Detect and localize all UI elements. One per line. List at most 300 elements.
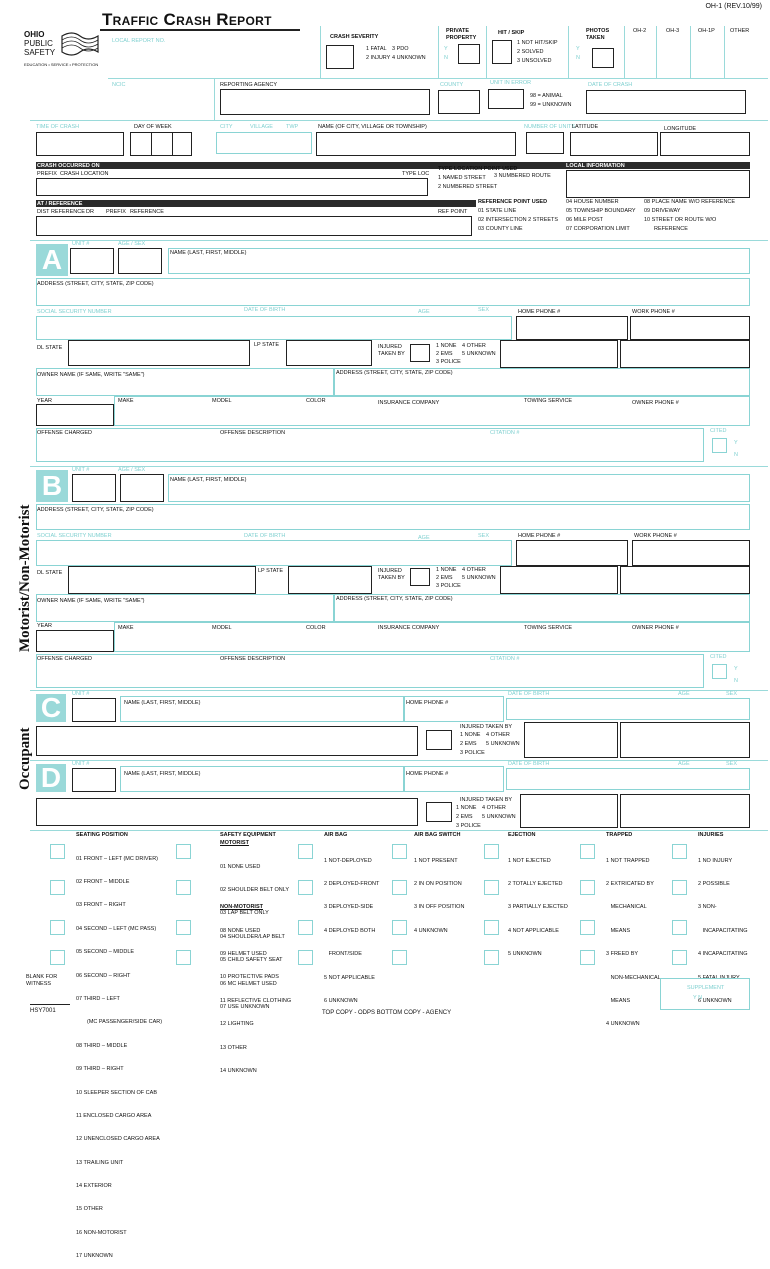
b-dl-state-label: DL STATE (37, 570, 63, 576)
c-home-phone-label: HOME PHONE # (406, 700, 449, 706)
c-itt-field[interactable] (620, 722, 750, 758)
airbag-3: 3 DEPLOYED-SIDE (324, 904, 374, 911)
a-home-phone-field[interactable] (516, 316, 628, 340)
sep9 (214, 78, 215, 120)
injury-box-d[interactable] (672, 950, 687, 965)
unit-a-badge: A (36, 244, 68, 276)
safety-motorist-title: MOTORIST (220, 840, 249, 846)
injury-6: 6 UNKNOWN (698, 997, 732, 1004)
b-itt-field[interactable] (620, 566, 750, 594)
b-towing-label: TOWING SERVICE (524, 625, 573, 631)
a-address-label: ADDRESS (STREET, CITY, STATE, ZIP CODE) (37, 281, 154, 287)
a-address-field[interactable] (36, 278, 750, 306)
b-itb-4: 4 OTHER (462, 567, 486, 573)
trapped-2: 2 EXTRICATED BY (606, 880, 654, 887)
reference-bar (36, 200, 476, 207)
a-name-label: NAME (LAST, FIRST, MIDDLE) (170, 250, 247, 256)
a-offense-fields[interactable] (36, 428, 704, 462)
rp-02: 02 INTERSECTION 2 STREETS (478, 217, 559, 223)
unit-b-badge: B (36, 470, 68, 502)
safety-10: 10 PROTECTIVE PADS (220, 974, 279, 981)
latitude-field[interactable] (570, 132, 658, 156)
supplement-opts: Y N (693, 995, 703, 1001)
c-home-phone-field[interactable] (404, 696, 504, 722)
dow-div2 (172, 132, 173, 156)
photo-n: N (576, 55, 580, 61)
trapped-box-b[interactable] (580, 880, 595, 895)
b-make-label: MAKE (118, 625, 134, 631)
prefix-label: PREFIX (37, 171, 57, 177)
seat-07b: (MC PASSENGER/SIDE CAR) (87, 1019, 163, 1026)
prefix2-label: PREFIX (106, 209, 126, 215)
injury-3b: INCAPACITATING (698, 927, 748, 934)
safety-box-d[interactable] (176, 950, 191, 965)
injury-1: 1 NO INJURY (698, 857, 733, 864)
rp-10b: REFERENCE (654, 226, 688, 232)
b-name-field[interactable] (168, 474, 750, 502)
name-city-field[interactable] (316, 132, 516, 156)
b-owner-phone-label: OWNER PHONE # (632, 625, 679, 631)
seat-10: 10 SLEEPER SECTION OF CAB (76, 1089, 157, 1096)
a-dl-state-label: DL STATE (37, 345, 63, 351)
seat-05: 05 SECOND – MIDDLE (76, 949, 135, 956)
sep3 (486, 26, 487, 78)
supplement-box[interactable] (660, 978, 750, 1010)
d-itb-1: 1 NONE (456, 805, 477, 811)
switch-box-d[interactable] (392, 950, 407, 965)
seat-16: 16 NON-MOTORIST (76, 1229, 127, 1236)
ncic-label: NCIC (112, 82, 126, 88)
safety-01: 01 NONE USED (220, 863, 261, 870)
a-year-field[interactable] (36, 404, 114, 426)
d-itt-field[interactable] (620, 794, 750, 828)
unit-d-top (30, 760, 768, 761)
reporting-agency-field[interactable] (220, 89, 430, 115)
rule-r2 (30, 120, 768, 121)
b-age-field[interactable] (120, 474, 164, 502)
switch-box-a[interactable] (392, 844, 407, 859)
sev-2: 2 INJURY (366, 55, 391, 61)
tlp-2: 2 NUMBERED STREET (438, 184, 498, 190)
rp-07: 07 CORPORATION LIMIT (566, 226, 630, 232)
rp-10: 10 STREET OR ROUTE W/O (644, 217, 717, 223)
hit-skip-label: HIT / SKIP (498, 30, 525, 36)
ejection-5: 5 UNKNOWN (508, 951, 542, 958)
longitude-field[interactable] (660, 132, 750, 156)
photo-col-oh2: OH-2 (633, 28, 647, 34)
b-year-label: YEAR (37, 623, 52, 629)
photo-col-oh3: OH-3 (666, 28, 680, 34)
seat-11: 11 ENCLOSED CARGO AREA (76, 1112, 152, 1119)
safety-08: 08 NONE USED (220, 927, 261, 934)
airbag-1: 1 NOT-DEPLOYED (324, 857, 372, 864)
trapped-list (606, 842, 661, 1037)
a-owner-field[interactable] (36, 368, 334, 396)
a-transported-field[interactable] (500, 340, 618, 368)
copy-note: TOP COPY - ODPS BOTTOM COPY - AGENCY (322, 1010, 452, 1016)
a-cited-box[interactable] (712, 438, 727, 453)
a-itb-5: 5 UNKNOWN (462, 351, 496, 357)
ejection-title: EJECTION (508, 832, 536, 838)
a-name-field[interactable] (168, 248, 750, 274)
reporting-agency-label: REPORTING AGENCY (220, 82, 278, 88)
safety-box-b[interactable] (176, 880, 191, 895)
seat-14: 14 EXTERIOR (76, 1183, 112, 1190)
rp-09: 09 DRIVEWAY (644, 208, 681, 214)
safety-box-a[interactable] (176, 844, 191, 859)
reference-field[interactable] (36, 216, 472, 236)
rp-08: 08 PLACE NAME W/O REFERENCE (644, 199, 736, 205)
pp-y: Y (444, 46, 448, 52)
severity-box[interactable] (326, 45, 354, 69)
b-cited-label: CITED (710, 654, 727, 660)
safety-05: 05 CHILD SAFETY SEAT (220, 957, 283, 964)
dr-label: DR (86, 209, 94, 215)
form-code: OH-1 (REV.10/99) (705, 3, 762, 10)
unit-in-error-field[interactable] (488, 89, 524, 109)
seating-title: SEATING POSITION (76, 832, 128, 838)
unit-d-badge: D (36, 764, 66, 792)
occupant-side-label: Occupant (17, 727, 33, 790)
photo-col-other: OTHER (730, 28, 750, 34)
rp-01: 01 STATE LINE (478, 208, 517, 214)
c-itb-1: 1 NONE (460, 732, 481, 738)
injury-box-a[interactable] (672, 844, 687, 859)
sep8 (724, 26, 725, 78)
c-address-field[interactable] (36, 726, 418, 756)
a-vehicle-fields[interactable] (114, 396, 750, 426)
blank-for-witness: BLANK FOR WITNESS (26, 974, 58, 987)
latitude-label: LATITUDE (572, 124, 599, 130)
b-work-phone-field[interactable] (632, 540, 750, 566)
b-owner-field[interactable] (36, 594, 334, 622)
private-property-label: PRIVATE PROPERTY (446, 28, 477, 41)
a-dob-label: DATE OF BIRTH (244, 307, 286, 313)
hs-3: 3 UNSOLVED (517, 58, 552, 64)
ohio-logo (24, 30, 104, 70)
ejection-1: 1 NOT EJECTED (508, 857, 551, 864)
date-of-crash-field[interactable] (586, 90, 746, 114)
safety-box-c[interactable] (176, 920, 191, 935)
d-home-phone-field[interactable] (404, 766, 504, 792)
b-year-field[interactable] (36, 630, 114, 652)
trapped-title: TRAPPED (606, 832, 633, 838)
c-itb-box[interactable] (426, 730, 452, 750)
c-itb-label: INJURED TAKEN BY (460, 724, 513, 730)
a-citation-label: CITATION # (490, 430, 520, 436)
seat-box-c[interactable] (50, 920, 65, 935)
longitude-label: LONGITUDE (664, 126, 697, 132)
rpu-label: REFERENCE POINT USED (478, 199, 548, 205)
injury-3: 3 NON- (698, 904, 717, 911)
b-agelbl: AGE (418, 535, 430, 541)
d-name-field[interactable] (120, 766, 404, 792)
ue-98: 98 = ANIMAL (530, 93, 563, 99)
b-itb-box[interactable] (410, 568, 430, 586)
date-of-crash-label: DATE OF CRASH (588, 82, 633, 88)
c-itb-5: 5 UNKNOWN (486, 741, 520, 747)
b-unit-label: UNIT # (72, 467, 90, 473)
injury-2: 2 POSSIBLE (698, 880, 730, 887)
safety-title: SAFETY EQUIPMENT (220, 832, 276, 838)
county-field[interactable] (438, 90, 480, 114)
d-itb-4: 4 OTHER (482, 805, 506, 811)
d-itb-label: INJURED TAKEN BY (460, 797, 513, 803)
airbag-box-a[interactable] (298, 844, 313, 859)
trapped-1: 1 NOT TRAPPED (606, 857, 650, 864)
safety-07: 07 USE UNKNOWN (220, 1003, 270, 1010)
b-cited-y: Y (734, 666, 738, 672)
photos-taken-label: PHOTOS TAKEN (586, 28, 610, 41)
trapped-3c: MEANS (606, 997, 631, 1004)
rp-04: 04 HOUSE NUMBER (566, 199, 619, 205)
safety-11: 11 REFLECTIVE CLOTHING (220, 997, 292, 1004)
seat-08: 08 THIRD – MIDDLE (76, 1042, 128, 1049)
a-age-field[interactable] (118, 248, 162, 274)
time-of-crash-field[interactable] (36, 132, 124, 156)
b-cited-box[interactable] (712, 664, 727, 679)
b-offense-desc-label: OFFENSE DESCRIPTION (220, 656, 286, 662)
a-offense-label: OFFENSE CHARGED (37, 430, 93, 436)
c-itb-2: 2 EMS (460, 741, 477, 747)
b-dob-label: DATE OF BIRTH (244, 533, 286, 539)
seat-box-a[interactable] (50, 844, 65, 859)
a-itt-field[interactable] (620, 340, 750, 368)
trapped-box-d[interactable] (580, 950, 595, 965)
a-owner-addr-label: ADDRESS (STREET, CITY, STATE, ZIP CODE) (336, 370, 453, 376)
d-unit-label: UNIT # (72, 761, 90, 767)
d-dob-label: DATE OF BIRTH (508, 761, 550, 767)
a-work-phone-field[interactable] (630, 316, 750, 340)
local-information-field[interactable] (566, 170, 750, 198)
ejection-2: 2 TOTALLY EJECTED (508, 880, 563, 887)
supplement-label: SUPPLEMENT (687, 985, 725, 991)
a-towing-label: TOWING SERVICE (524, 398, 573, 404)
a-cited-n: N (734, 452, 738, 458)
form-number: HSY7001 (30, 1008, 56, 1014)
b-address-field[interactable] (36, 504, 750, 530)
ejection-box-c[interactable] (484, 920, 499, 935)
b-offense-fields[interactable] (36, 654, 704, 688)
trapped-2c: MEANS (606, 927, 631, 934)
safety-nonmotorist-list (220, 912, 291, 1084)
d-unit-field[interactable] (72, 768, 116, 792)
twp-label: TWP (286, 124, 299, 130)
ejection-box-a[interactable] (484, 844, 499, 859)
number-of-units-field[interactable] (526, 132, 564, 154)
safety-09: 09 HELMET USED (220, 950, 267, 957)
at-reference-label: AT / REFERENCE (37, 201, 83, 207)
sep6 (656, 26, 657, 78)
switch-list (414, 842, 464, 943)
sep5 (624, 26, 625, 78)
type-loc-label: TYPE LOC (402, 171, 430, 177)
b-offense-label: OFFENSE CHARGED (37, 656, 93, 662)
d-dob-fields[interactable] (506, 768, 750, 790)
day-of-week-field[interactable] (130, 132, 192, 156)
b-itb-3: 3 POLICE (436, 583, 461, 589)
airbag-box-b[interactable] (298, 880, 313, 895)
injury-box-b[interactable] (672, 880, 687, 895)
ref-point-label: REF POINT (438, 209, 468, 215)
a-work-phone-label: WORK PHONE # (632, 309, 675, 315)
dist-reference-label: DIST REFERENCE (37, 209, 85, 215)
unit-in-error-label: UNIT IN ERROR (490, 80, 532, 86)
a-home-phone-label: HOME PHONE # (518, 309, 561, 315)
local-information-label: LOCAL INFORMATION (566, 163, 625, 169)
d-name-label: NAME (LAST, FIRST, MIDDLE) (124, 771, 201, 777)
b-ss-label: SOCIAL SECURITY NUMBER (37, 533, 112, 539)
seat-06: 06 SECOND – RIGHT (76, 972, 131, 979)
ejection-list (508, 842, 568, 967)
b-owner-addr-field[interactable] (334, 594, 750, 622)
ejection-4: 4 NOT APPLICABLE (508, 927, 559, 934)
a-model-label: MODEL (212, 398, 232, 404)
footer-rule (30, 1004, 70, 1005)
photo-y: Y (576, 46, 580, 52)
rp-05: 05 TOWNSHIP BOUNDARY (566, 208, 636, 214)
a-itb-box[interactable] (410, 344, 430, 362)
photos-taken-box[interactable] (592, 48, 614, 68)
a-sex-label: SEX (478, 307, 490, 313)
village-label: VILLAGE (250, 124, 273, 130)
switch-box-b[interactable] (392, 880, 407, 895)
b-insurance-label: INSURANCE COMPANY (378, 625, 440, 631)
b-lp-field[interactable] (288, 566, 372, 594)
seat-07: 07 THIRD – LEFT (76, 995, 120, 1002)
a-itb-2: 2 EMS (436, 351, 453, 357)
airbag-5: 5 NOT APPLICABLE (324, 974, 375, 981)
switch-3: 3 IN OFF POSITION (414, 904, 465, 911)
dow-div1 (151, 132, 152, 156)
a-itb-1: 1 NONE (436, 343, 457, 349)
injury-box-c[interactable] (672, 920, 687, 935)
ue-99: 99 = UNKNOWN (530, 102, 572, 108)
a-lp-field[interactable] (286, 340, 372, 366)
trapped-box-a[interactable] (580, 844, 595, 859)
b-vehicle-fields[interactable] (114, 622, 750, 652)
b-itb-5: 5 UNKNOWN (462, 575, 496, 581)
ejection-box-d[interactable] (484, 950, 499, 965)
c-name-field[interactable] (120, 696, 404, 722)
seat-box-b[interactable] (50, 880, 65, 895)
seat-12: 12 UNENCLOSED CARGO AREA (76, 1136, 160, 1143)
seat-09: 09 THIRD – RIGHT (76, 1066, 124, 1073)
trapped-2b: MECHANICAL (606, 904, 647, 911)
crash-location-label: CRASH LOCATION (60, 171, 109, 177)
b-home-phone-label: HOME PHONE # (518, 533, 561, 539)
b-dl-field[interactable] (68, 566, 256, 594)
sev-3: 3 PDO (392, 46, 409, 52)
b-age-label: AGE / SEX (118, 467, 146, 473)
injuries-title: INJURIES (698, 832, 724, 838)
c-name-label: NAME (LAST, FIRST, MIDDLE) (124, 700, 201, 706)
airbag-6: 6 UNKNOWN (324, 997, 358, 1004)
c-dob-label: DATE OF BIRTH (508, 691, 550, 697)
ejection-box-b[interactable] (484, 880, 499, 895)
b-unit-field[interactable] (72, 474, 116, 502)
a-color-label: COLOR (306, 398, 326, 404)
airbag-2: 2 DEPLOYED-FRONT (324, 880, 380, 887)
safety-12: 12 LIGHTING (220, 1021, 254, 1028)
a-owner-addr-field[interactable] (334, 368, 750, 396)
tlpu-label: TYPE LOCATION POINT USED (438, 166, 518, 172)
private-property-box[interactable] (458, 44, 480, 64)
b-model-label: MODEL (212, 625, 232, 631)
c-dob-fields[interactable] (506, 698, 750, 720)
seat-box-d[interactable] (50, 950, 65, 965)
hit-skip-box[interactable] (492, 40, 512, 64)
a-year-label: YEAR (37, 398, 52, 404)
logo-tagline: EDUCATION • SERVICE • PROTECTION (24, 62, 99, 67)
tlp-3: 3 NUMBERED ROUTE (494, 173, 551, 179)
hs-1: 1 NOT HIT/SKIP (517, 40, 558, 46)
trapped-4: 4 UNKNOWN (606, 1021, 640, 1028)
d-address-field[interactable] (36, 798, 418, 826)
d-itb-box[interactable] (426, 802, 452, 822)
b-home-phone-field[interactable] (516, 540, 628, 566)
time-of-crash-label: TIME OF CRASH (36, 124, 80, 130)
pp-n: N (444, 55, 448, 61)
b-itb-2: 2 EMS (436, 575, 453, 581)
trapped-3: 3 FREED BY (606, 951, 639, 958)
city-type-boxes[interactable] (216, 132, 312, 154)
b-itb-label: INJURED TAKEN BY (378, 568, 405, 581)
b-work-phone-label: WORK PHONE # (634, 533, 677, 539)
logo-text-ohio: OHIO (24, 30, 45, 39)
c-unit-field[interactable] (72, 698, 116, 722)
crash-occurred-on-label: CRASH OCCURRED ON (37, 163, 100, 169)
airbag-box-c[interactable] (298, 920, 313, 935)
motorist-side-label: Motorist/Non-Motorist (17, 504, 33, 652)
a-dl-field[interactable] (68, 340, 250, 366)
a-offense-desc-label: OFFENSE DESCRIPTION (220, 430, 286, 436)
c-transported-field[interactable] (524, 722, 618, 758)
rp-06: 06 MILE POST (566, 217, 603, 223)
a-ss-dob-fields[interactable] (36, 316, 512, 340)
b-ss-dob-fields[interactable] (36, 540, 512, 566)
b-itb-1: 1 NONE (436, 567, 457, 573)
hs-2: 2 SOLVED (517, 49, 544, 55)
switch-box-c[interactable] (392, 920, 407, 935)
d-itb-5: 5 UNKNOWN (482, 814, 516, 820)
crash-location-field[interactable] (36, 178, 428, 196)
location-bar (36, 162, 750, 169)
a-cited-y: Y (734, 440, 738, 446)
d-itb-2: 2 EMS (456, 814, 473, 820)
rp-03: 03 COUNTY LINE (478, 226, 523, 232)
sep7 (690, 26, 691, 78)
safety-06: 06 MC HELMET USED (220, 980, 277, 987)
airbag-box-d[interactable] (298, 950, 313, 965)
a-unit-field[interactable] (70, 248, 114, 274)
b-transported-field[interactable] (500, 566, 618, 594)
a-owner-phone-label: OWNER PHONE # (632, 400, 679, 406)
switch-1: 1 NOT PRESENT (414, 857, 458, 864)
d-transported-field[interactable] (520, 794, 618, 828)
b-color-label: COLOR (306, 625, 326, 631)
sev-4: 4 UNKNOWN (392, 55, 426, 61)
trapped-3b: NON-MECHANICAL (606, 974, 661, 981)
name-city-label: NAME (OF CITY, VILLAGE OR TOWNSHIP) (318, 124, 427, 130)
a-itb-label: INJURED TAKEN BY (378, 344, 405, 357)
seat-15: 15 OTHER (76, 1206, 103, 1213)
trapped-box-c[interactable] (580, 920, 595, 935)
safety-04: 04 SHOULDER/LAP BELT (220, 933, 285, 940)
injury-5: 5 FATAL INJURY (698, 974, 740, 981)
d-age-label: AGE (678, 761, 690, 767)
unit-c-top (30, 690, 768, 691)
